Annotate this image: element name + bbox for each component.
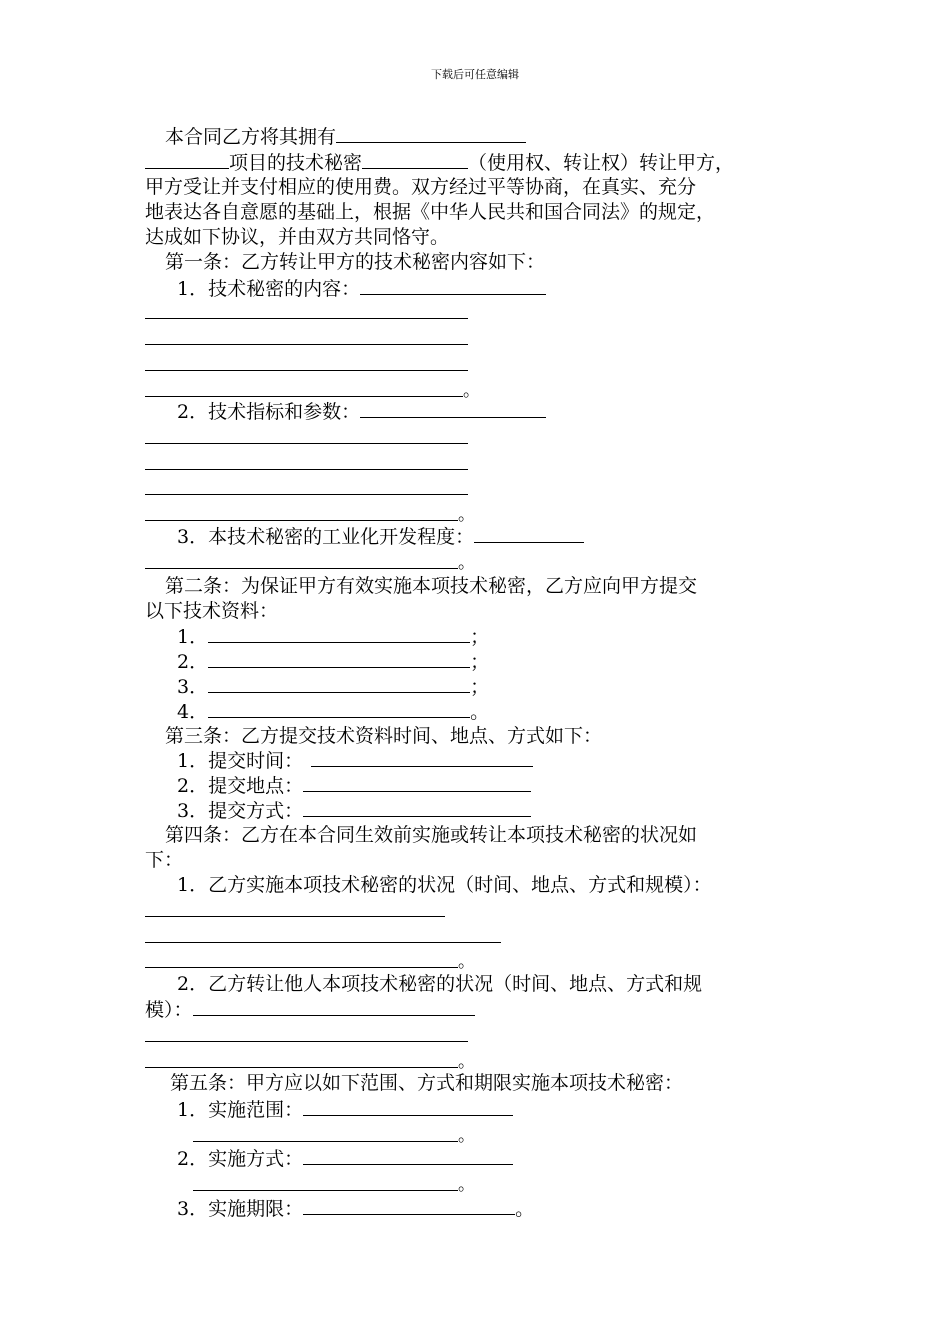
intro-text: 本合同乙方将其拥有 <box>165 126 337 148</box>
article-text: 为保证甲方有效实施本项技术秘密，乙方应向甲方提交 <box>241 575 698 597</box>
item-label: 3．本技术秘密的工业化开发程度： <box>177 526 475 548</box>
dev-degree-blank[interactable] <box>474 524 584 543</box>
implementation-line[interactable] <box>145 916 445 917</box>
intro-line-2 <box>145 150 734 175</box>
scope-row <box>177 1097 513 1122</box>
article-5-heading <box>170 1071 683 1095</box>
submit-time-blank[interactable] <box>311 748 533 767</box>
semicolon: ； <box>470 676 490 698</box>
period-mark: 。 <box>515 1198 535 1220</box>
intro-line-5: 达成如下协议，并由双方共同恪守。 <box>145 226 450 248</box>
article-title: 第五条： <box>170 1072 247 1094</box>
content-line[interactable] <box>145 396 463 397</box>
content-line[interactable] <box>145 344 468 345</box>
article-4-heading <box>165 823 697 847</box>
dev-degree-line[interactable] <box>145 568 458 569</box>
intro-line-4: 地表达各自意愿的基础上，根据《中华人民共和国合同法》的规定， <box>145 201 716 223</box>
implementation-line[interactable] <box>145 942 501 943</box>
period-mark: 。 <box>463 381 480 401</box>
article-title: 第一条： <box>165 251 242 273</box>
period-mark: 。 <box>458 1052 475 1072</box>
method-line[interactable] <box>193 1190 458 1191</box>
period-mark: 。 <box>458 952 475 972</box>
article-title: 第四条： <box>165 824 242 846</box>
article-text: 乙方在本合同生效前实施或转让本项技术秘密的状况如 <box>241 824 698 846</box>
material-blank[interactable] <box>208 649 470 668</box>
article-4-cont: 下： <box>145 849 184 871</box>
item-label: 2．技术指标和参数： <box>177 401 361 423</box>
item-number: 1． <box>177 626 209 648</box>
item-label: 3．实施期限： <box>177 1198 304 1220</box>
article-1-item-2 <box>177 399 546 424</box>
transfer-line[interactable] <box>145 1067 458 1068</box>
material-blank[interactable] <box>208 674 470 693</box>
article-title: 第二条： <box>165 575 242 597</box>
project-blank[interactable] <box>145 150 229 169</box>
material-item-3 <box>177 674 489 699</box>
scope-line[interactable] <box>193 1141 458 1142</box>
article-3-heading <box>165 724 602 748</box>
period-mark: 。 <box>470 701 490 723</box>
period-mark: 。 <box>458 1126 475 1146</box>
period-mark: 。 <box>458 1175 475 1195</box>
params-line[interactable] <box>145 494 468 495</box>
submit-time-row <box>177 748 533 773</box>
item-label: 1．提交时间： <box>177 750 304 772</box>
article-1-item-1 <box>177 276 546 301</box>
period-mark: 。 <box>458 553 475 573</box>
term-row <box>177 1196 534 1221</box>
transfer-blank[interactable] <box>193 997 475 1016</box>
content-line[interactable] <box>145 318 468 319</box>
submit-place-row <box>177 773 531 798</box>
semicolon: ； <box>470 651 490 673</box>
intro-text: 项目的技术秘密 <box>229 152 363 174</box>
submit-method-blank[interactable] <box>303 798 531 817</box>
submit-method-row <box>177 798 531 823</box>
content-blank[interactable] <box>360 276 546 295</box>
item-number: 2． <box>177 651 209 673</box>
intro-line-3: 甲方受让并支付相应的使用费。双方经过平等协商，在真实、充分 <box>145 176 697 198</box>
item-label: 2．提交地点： <box>177 775 304 797</box>
material-item-2 <box>177 649 489 674</box>
submit-place-blank[interactable] <box>303 773 531 792</box>
transfer-line[interactable] <box>145 1041 468 1042</box>
item-label: 模）： <box>145 999 193 1021</box>
item-label: 2．实施方式： <box>177 1148 304 1170</box>
item-label: 1．技术秘密的内容： <box>177 278 361 300</box>
params-line[interactable] <box>145 469 468 470</box>
method-row <box>177 1146 513 1171</box>
article-1-item-3 <box>177 524 584 549</box>
item-number: 4． <box>177 701 209 723</box>
item-label: 3．提交方式： <box>177 800 304 822</box>
material-blank[interactable] <box>208 699 470 718</box>
secret-blank[interactable] <box>362 150 468 169</box>
intro-text: （使用权、转让权）转让甲方， <box>468 152 735 174</box>
implementation-line[interactable] <box>145 967 458 968</box>
owner-blank[interactable] <box>336 124 526 143</box>
semicolon: ； <box>470 626 490 648</box>
material-item-4 <box>177 699 489 724</box>
content-line[interactable] <box>145 370 468 371</box>
scope-blank[interactable] <box>303 1097 513 1116</box>
item-number: 3． <box>177 676 209 698</box>
item-label: 1．实施范围： <box>177 1099 304 1121</box>
article-text: 乙方转让甲方的技术秘密内容如下： <box>241 251 546 273</box>
article-4-item-2-cont <box>145 997 475 1022</box>
params-line[interactable] <box>145 520 458 521</box>
download-note: 下载后可任意编辑 <box>431 68 519 81</box>
params-line[interactable] <box>145 443 468 444</box>
article-2-heading <box>165 574 697 598</box>
article-1-heading <box>165 250 545 274</box>
method-blank[interactable] <box>303 1146 513 1165</box>
term-blank[interactable] <box>303 1196 515 1215</box>
article-text: 甲方应以如下范围、方式和期限实施本项技术秘密： <box>246 1072 684 1094</box>
article-4-item-2: 2．乙方转让他人本项技术秘密的状况（时间、地点、方式和规 <box>177 973 703 995</box>
material-blank[interactable] <box>208 624 470 643</box>
article-4-item-1: 1．乙方实施本项技术秘密的状况（时间、地点、方式和规模）： <box>177 874 712 896</box>
params-blank[interactable] <box>360 399 546 418</box>
article-text: 乙方提交技术资料时间、地点、方式如下： <box>241 725 603 747</box>
article-2-cont: 以下技术资料： <box>145 600 279 622</box>
period-mark: 。 <box>458 505 475 525</box>
article-title: 第三条： <box>165 725 242 747</box>
intro-line-1 <box>165 124 526 149</box>
material-item-1 <box>177 624 489 649</box>
